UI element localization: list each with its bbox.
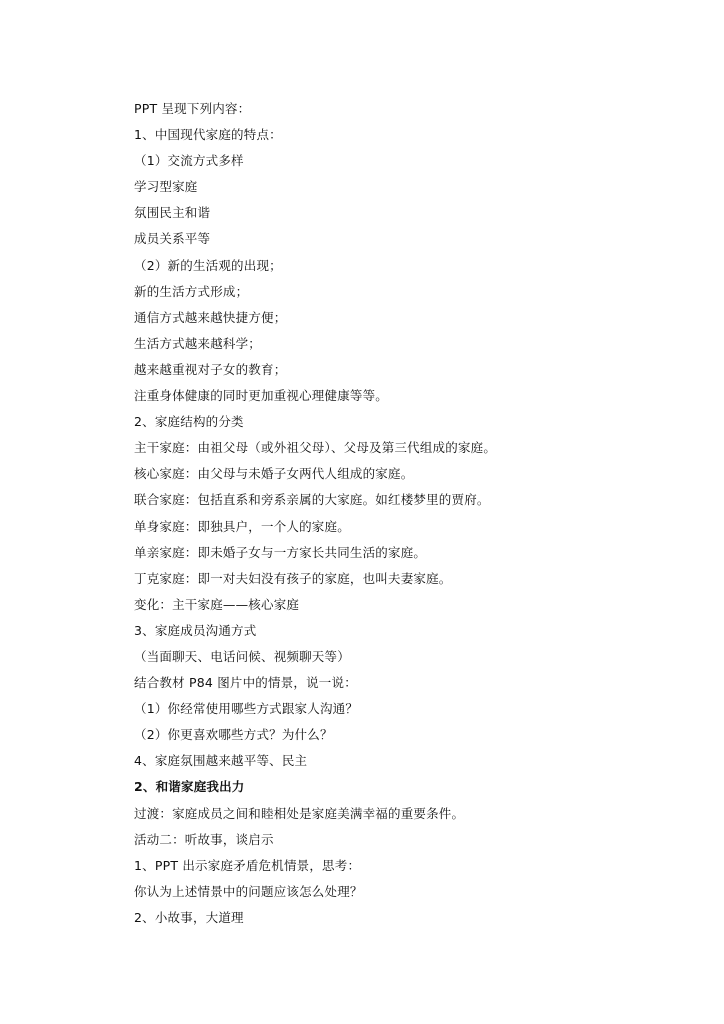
section-heading: 2、和谐家庭我出力 xyxy=(134,779,245,795)
text-line: 你认为上述情景中的问题应该怎么处理？ xyxy=(134,883,363,899)
text-line: PPT 呈现下列内容： xyxy=(134,101,251,116)
text-line: （1）你经常使用哪些方式跟家人沟通？ xyxy=(134,701,359,717)
text-line: 越来越重视对子女的教育； xyxy=(134,361,287,377)
text-line: 单身家庭：即独具户，一个人的家庭。 xyxy=(134,518,350,534)
text-line: 2、家庭结构的分类 xyxy=(134,414,244,430)
text-line: 通信方式越来越快捷方便； xyxy=(134,309,287,325)
text-line: 变化：主干家庭——核心家庭 xyxy=(134,596,300,612)
text-line: 丁克家庭：即一对夫妇没有孩子的家庭，也叫夫妻家庭。 xyxy=(134,570,452,586)
text-line: 过渡：家庭成员之间和睦相处是家庭美满幸福的重要条件。 xyxy=(134,805,465,821)
text-line: （2）新的生活观的出现； xyxy=(134,257,282,273)
text-line: 生活方式越来越科学； xyxy=(134,335,262,351)
text-line: （当面聊天、电话问候、视频聊天等） xyxy=(134,648,350,664)
text-line: 1、中国现代家庭的特点： xyxy=(134,127,282,143)
text-line: 结合教材 P84 图片中的情景，说一说： xyxy=(134,675,357,691)
text-line: 1、PPT 出示家庭矛盾危机情景，思考： xyxy=(134,857,361,873)
text-line: 核心家庭：由父母与未婚子女两代人组成的家庭。 xyxy=(134,466,414,482)
text-line: 新的生活方式形成； xyxy=(134,283,249,299)
text-line: 成员关系平等 xyxy=(134,231,211,247)
text-line: 活动二：听故事，谈启示 xyxy=(134,831,274,847)
text-line: （2）你更喜欢哪些方式？为什么？ xyxy=(134,727,333,743)
text-line: 3、家庭成员沟通方式 xyxy=(134,622,257,638)
text-line: 2、小故事，大道理 xyxy=(134,909,244,925)
text-line: 单亲家庭：即未婚子女与一方家长共同生活的家庭。 xyxy=(134,544,427,560)
text-line: 4、家庭氛围越来越平等、民主 xyxy=(134,753,308,769)
text-line: 联合家庭：包括直系和旁系亲属的大家庭。如红楼梦里的贾府。 xyxy=(134,492,490,508)
text-line: 注重身体健康的同时更加重视心理健康等等。 xyxy=(134,388,389,404)
text-line: 主干家庭：由祖父母（或外祖父母）、父母及第三代组成的家庭。 xyxy=(134,440,497,456)
text-line: 氛围民主和谐 xyxy=(134,205,211,221)
text-line: 学习型家庭 xyxy=(134,179,198,195)
text-line: （1）交流方式多样 xyxy=(134,153,244,169)
document-body xyxy=(134,96,654,931)
